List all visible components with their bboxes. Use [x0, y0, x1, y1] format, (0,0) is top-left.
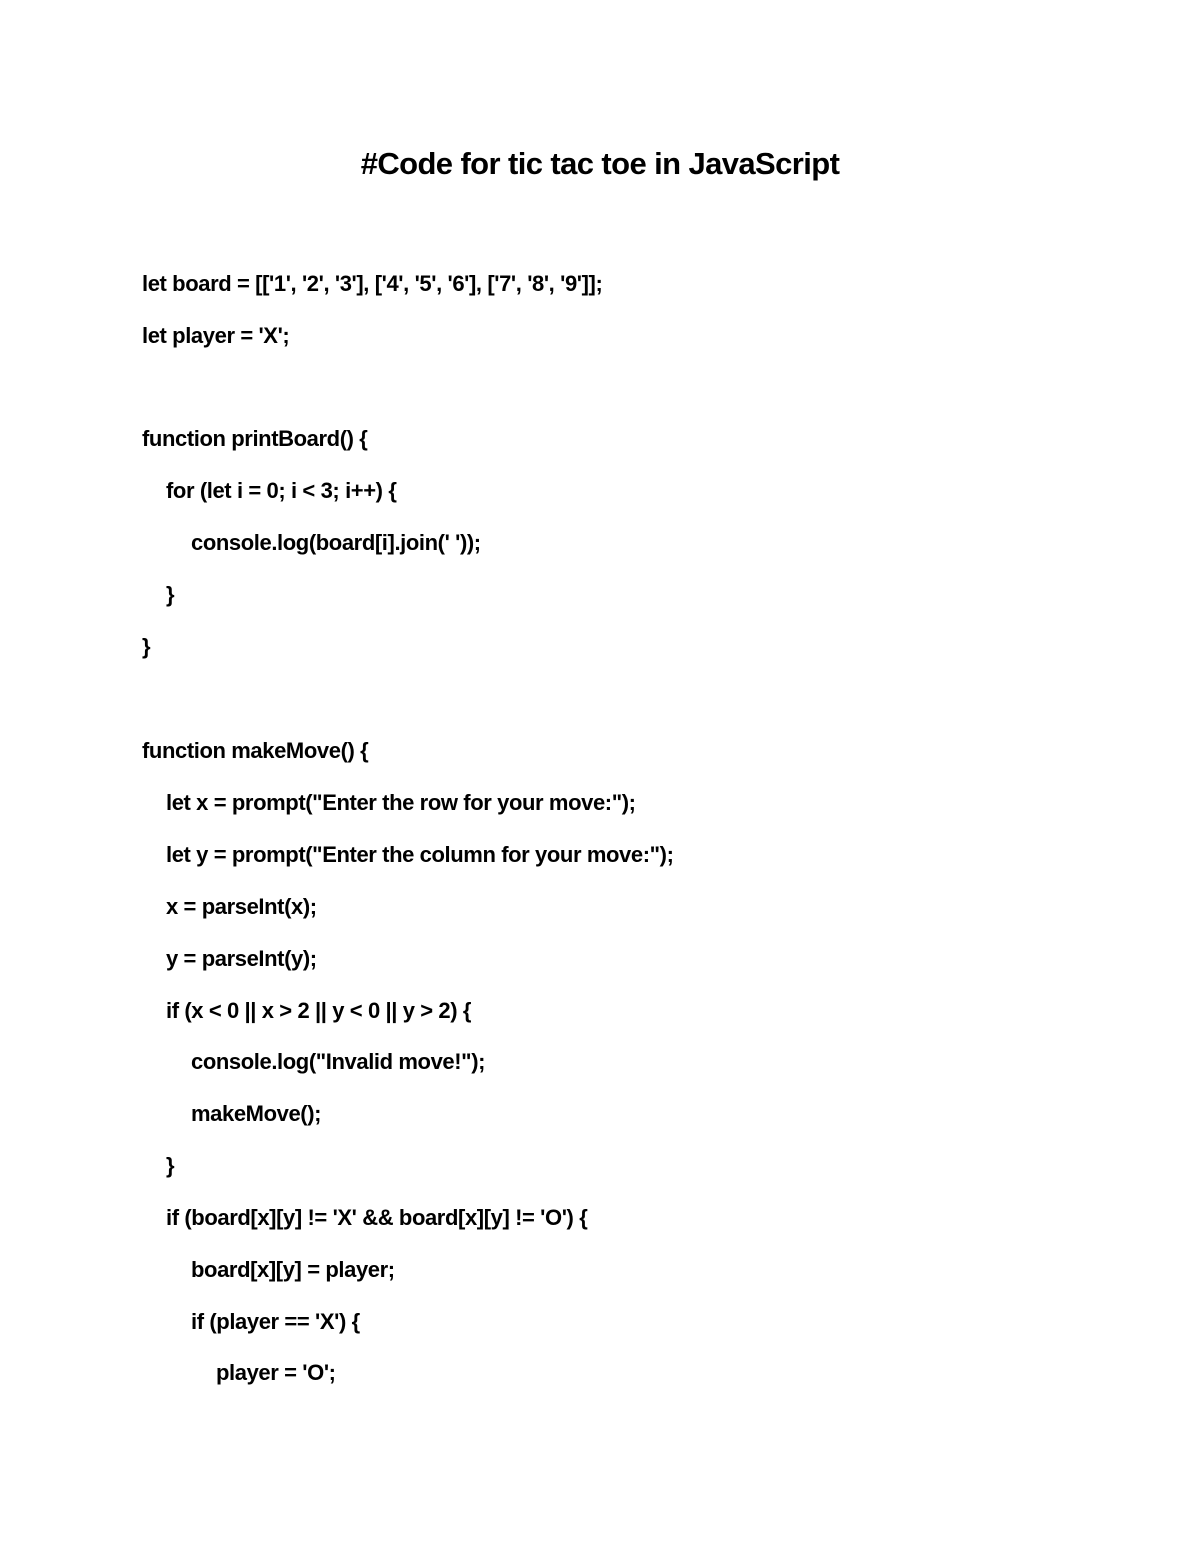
code-line: let x = prompt("Enter the row for your move:");	[166, 790, 636, 815]
code-line: function printBoard() {	[142, 426, 368, 451]
code-line: makeMove();	[191, 1101, 322, 1126]
code-line: let y = prompt("Enter the column for your move:");	[166, 842, 674, 867]
code-line: y = parseInt(y);	[166, 946, 317, 971]
code-line: function makeMove() {	[142, 738, 369, 763]
code-line: if (board[x][y] != 'X' && board[x][y] != 'O') {	[166, 1205, 588, 1230]
code-line: }	[142, 634, 151, 659]
code-line: player = 'O';	[216, 1360, 336, 1385]
code-line: if (x < 0 || x > 2 || y < 0 || y > 2) {	[166, 998, 472, 1023]
document-title: #Code for tic tac toe in JavaScript	[360, 146, 840, 181]
code-line: let player = 'X';	[142, 323, 290, 348]
code-line: let board = [['1', '2', '3'], ['4', '5', '6'], ['7', '8', '9']];	[142, 271, 603, 296]
code-line: x = parseInt(x);	[166, 894, 317, 919]
code-line: }	[166, 582, 175, 607]
code-line: }	[166, 1153, 175, 1178]
code-line: for (let i = 0; i < 3; i++) {	[166, 478, 397, 503]
code-line: console.log("Invalid move!");	[191, 1049, 486, 1074]
code-line: if (player == 'X') {	[191, 1309, 360, 1334]
code-line: board[x][y] = player;	[191, 1257, 395, 1282]
code-line: console.log(board[i].join(' '));	[191, 530, 481, 555]
